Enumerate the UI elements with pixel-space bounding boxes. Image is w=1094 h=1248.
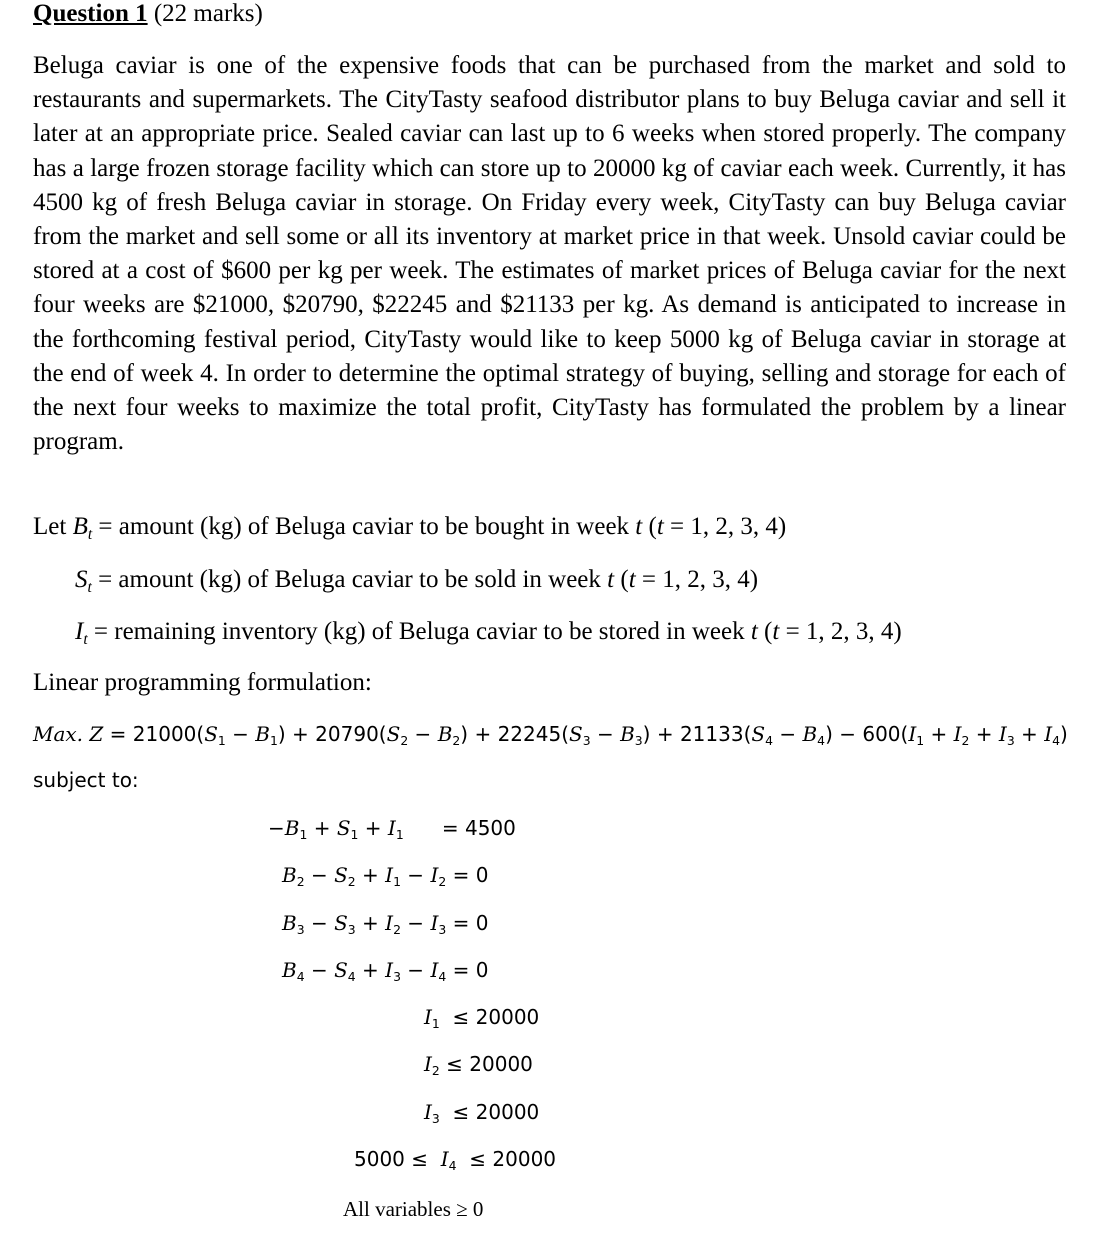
constraint-capacity-3: $I_3 \le 20000$ bbox=[424, 1100, 540, 1126]
subject-to-label: subject to: bbox=[33, 768, 139, 792]
definition-i: $I_t$ = remaining inventory (kg) of Beluga caviar to be stored in week t (t = 1, 2, 3, 4) bbox=[75, 618, 902, 648]
nonnegativity-constraint: All variables ≥ 0 bbox=[343, 1197, 484, 1221]
definition-s: $S_t$ = amount (kg) of Beluga caviar to be sold in week t (t = 1, 2, 3, 4) bbox=[75, 566, 759, 596]
question-marks: (22 marks) bbox=[153, 0, 263, 27]
constraint-week4-balance: $B_4 - S_4 + I_3 - I_4 = 0$ bbox=[282, 958, 489, 984]
constraint-capacity-4: $5000 \le I_4 \le 20000$ bbox=[354, 1147, 557, 1173]
question-heading bbox=[33, 0, 263, 28]
objective-function: Max. $Z = 21000(S_1 - B_1) + 20790(S_2 - B_2) + 22245(S_3 - B_3) + 21133(S_4 - B_4) - 600(I_1 + I_2 + I_3 + I_4)$ bbox=[33, 722, 1068, 748]
problem-paragraph: Beluga caviar is one of the expensive foods that can be purchased from the market and sold to restaurants and supermarkets. The CityTasty seafood distributor plans to buy Beluga caviar and sell it later at an appropriate price. Sealed caviar can last up to 6 weeks when stored properly. The company has a large frozen storage facility which can store up to 20000 kg of caviar each week. Currently, it has 4500 kg of fresh Beluga caviar in storage. On Friday every week, CityTasty can buy Beluga caviar from the market and sell some or all its inventory at market price in that week. Unsold caviar could be stored at a cost of $600 per kg per week. The estimates of market prices of Beluga caviar for the next four weeks are $21000, $20790, $22245 and $21133 per kg. As demand is anticipated to increase in the forthcoming festival period, CityTasty would like to keep 5000 kg of Beluga caviar in storage at the end of week 4. In order to determine the optimal strategy of buying, selling and storage for each of the next four weeks to maximize the total profit, CityTasty has formulated the problem by a linear program. bbox=[33, 52, 1066, 456]
definition-b: Let $B_t$ = amount (kg) of Beluga caviar to be bought in week t (t = 1, 2, 3, 4) bbox=[33, 513, 787, 543]
question-label: Question 1 bbox=[33, 0, 148, 27]
constraint-week2-balance: $B_2 - S_2 + I_1 - I_2 = 0$ bbox=[282, 863, 489, 889]
constraint-capacity-2: $I_2 \le 20000$ bbox=[424, 1052, 533, 1078]
constraint-week3-balance: $B_3 - S_3 + I_2 - I_3 = 0$ bbox=[282, 911, 489, 937]
constraint-capacity-1: $I_1 \le 20000$ bbox=[424, 1005, 540, 1031]
lp-formulation-title: Linear programming formulation: bbox=[33, 669, 372, 696]
constraint-week1-balance: $-B_1 + S_1 + I_1$ = 4500 bbox=[268, 816, 516, 842]
